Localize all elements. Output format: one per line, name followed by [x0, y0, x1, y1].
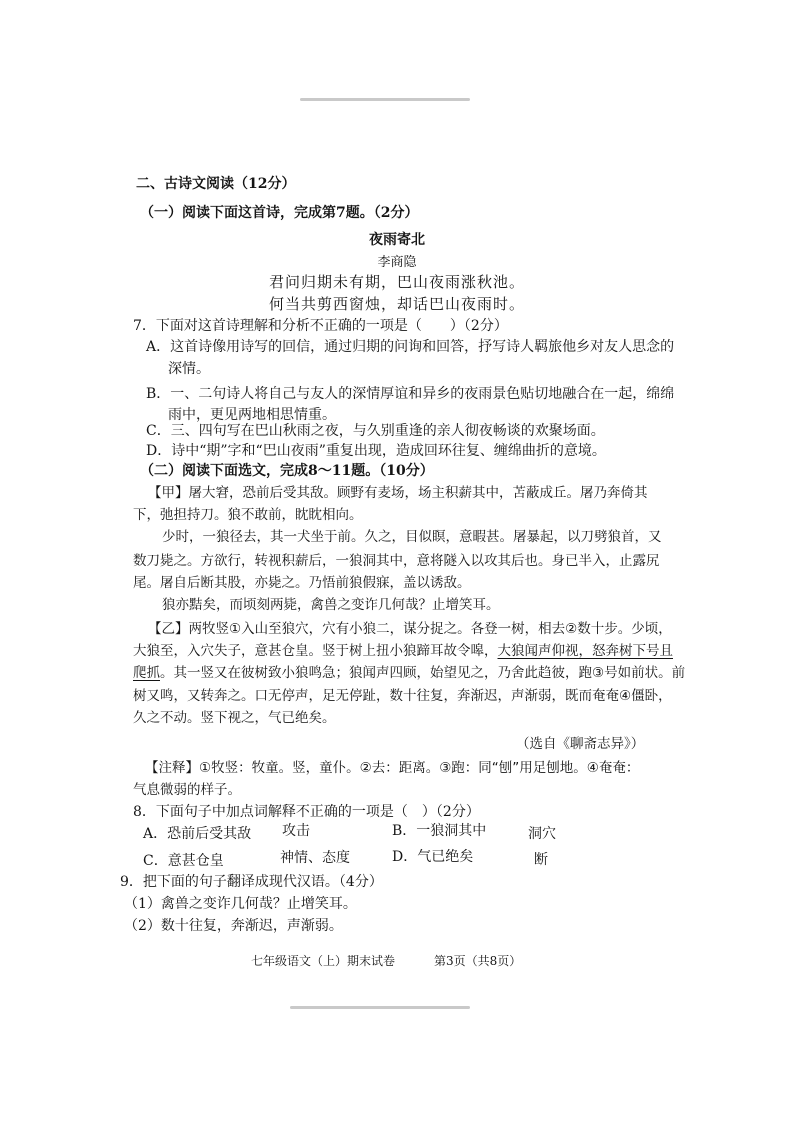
- yi-line-3-underlined: 爬抓: [133, 665, 160, 681]
- yi-line-2-text: 大狼至，入穴失子，意甚仓皇。竖于树上扭小狼蹄耳故令嗥，: [133, 643, 498, 659]
- yi-line-4: 树又鸣，又转奔之。口无停声，足无停趾，数十往复，奔渐迟，声渐弱，既而奄奄④僵卧，: [133, 688, 672, 704]
- jia-line-1: 【甲】屠大窘，恐前后受其敌。顾野有麦场，场主积薪其中，苫蔽成丘。屠乃奔倚其: [148, 485, 648, 501]
- q8-option-d-gloss: 断: [534, 852, 548, 868]
- jia-line-5: 尾。屠自后断其股，亦毙之。乃悟前狼假寐，盖以诱敌。: [133, 575, 471, 591]
- q8-option-c-gloss: 神情、态度: [280, 850, 350, 866]
- q7-option-c: C．三、四句写在巴山秋雨之夜，与久别重逢的亲人彻夜畅谈的欢聚场面。: [146, 423, 605, 439]
- notes-line-1: 【注释】①牧竖：牧童。竖，童仆。②去：距离。③跑：同“刨”用足刨地。④奄奄：: [145, 760, 640, 776]
- yi-line-2: [133, 642, 673, 660]
- scan-artifact-bottom: [290, 1006, 470, 1009]
- notes-line-2: 气息微弱的样子。: [133, 782, 241, 798]
- footer-subject: 七年级语文（上）期末试卷: [251, 954, 396, 968]
- q7-stem: 7．下面对这首诗理解和分析不正确的一项是（ ）（2分）: [133, 318, 508, 334]
- q9-sentence-2: （2）数十往复，奔渐迟，声渐弱。: [124, 918, 343, 934]
- q7-option-b-line-2: 雨中，更见两地相思情重。: [168, 407, 336, 423]
- yi-line-3: [133, 664, 685, 682]
- footer-page-number: 第3页（共8页）: [434, 954, 522, 968]
- poem-line-1: 君问归期未有期，巴山夜雨涨秋池。: [268, 273, 525, 291]
- q9-stem: 9．把下面的句子翻译成现代汉语。（4分）: [120, 874, 383, 890]
- q7-option-b-line-1: B．一、二句诗人将自己与友人的深情厚谊和异乡的夜雨景色贴切地融合在一起，绵绵: [146, 386, 675, 402]
- part1-heading: （一）阅读下面这首诗，完成第7题。（2分）: [140, 205, 419, 221]
- yi-line-3-text: 。其一竖又在彼树致小狼鸣急；狼闻声四顾，始望见之，乃舍此趋彼，跑③号如前状。前: [160, 665, 686, 681]
- q8-option-d: D．气已绝矣: [392, 849, 474, 865]
- yi-line-5: 久之不动。竖下视之，气已绝矣。: [133, 710, 336, 726]
- scan-artifact-top: [300, 98, 470, 101]
- poem-author: 李商隐: [377, 255, 417, 270]
- yi-line-1: 【乙】两牧竖①入山至狼穴，穴有小狼二，谋分捉之。各登一树，相去②数十步。少顷，: [148, 621, 672, 637]
- part2-heading: （二）阅读下面选文，完成8～11题。（10分）: [140, 463, 434, 479]
- yi-line-2-underlined: 大狼闻声仰视，怒奔树下号且: [497, 643, 673, 659]
- q7-option-a-line-2: 深情。: [168, 361, 210, 377]
- q8-option-b: B．一狼洞其中: [392, 823, 487, 839]
- q8-option-b-gloss: 洞穴: [528, 826, 556, 842]
- q7-option-d: D．诗中“期”字和“巴山夜雨”重复出现，造成回环往复、缠绵曲折的意境。: [146, 443, 606, 459]
- q8-option-a-gloss: 攻击: [282, 823, 310, 839]
- q9-sentence-1: （1）禽兽之变诈几何哉？止增笑耳。: [124, 896, 357, 912]
- q8-option-a: A．恐前后受其敌: [143, 826, 252, 842]
- section-title: 二、古诗文阅读（12分）: [136, 176, 296, 192]
- q7-option-a-line-1: A．这首诗像用诗写的回信，通过归期的问询和回答，抒写诗人羁旅他乡对友人思念的: [146, 339, 675, 355]
- q8-stem: 8．下面句子中加点词解释不正确的一项是（ ）（2分）: [133, 804, 480, 820]
- poem-title: 夜雨寄北: [369, 232, 425, 248]
- jia-line-6: 狼亦黠矣，而顷刻两毙，禽兽之变诈几何哉？止增笑耳。: [162, 597, 500, 613]
- jia-line-2: 下，弛担持刀。狼不敢前，眈眈相向。: [133, 507, 363, 523]
- jia-line-4: 数刀毙之。方欲行，转视积薪后，一狼洞其中，意将隧入以攻其后也。身已半入，止露尻: [133, 553, 660, 569]
- poem-line-2: 何当共剪西窗烛，却话巴山夜雨时。: [268, 295, 525, 313]
- jia-line-3: 少时，一狼径去，其一犬坐于前。久之，目似瞑，意暇甚。屠暴起，以刀劈狼首，又: [162, 529, 662, 545]
- q8-option-c: C．意甚仓皇: [143, 853, 224, 869]
- passage-source: （选自《聊斋志异》）: [516, 736, 645, 752]
